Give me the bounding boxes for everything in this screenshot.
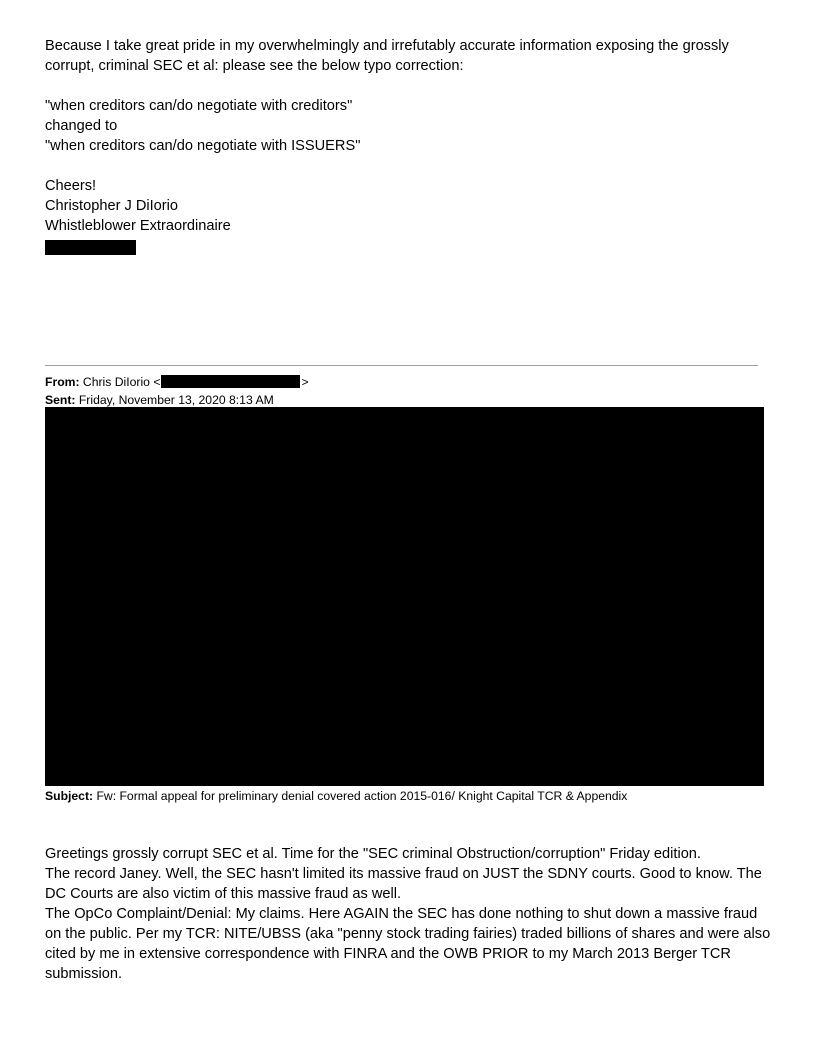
from-value: Chris DiIorio < bbox=[82, 375, 161, 389]
subject-line bbox=[45, 789, 627, 804]
intro-paragraph: Because I take great pride in my overwhelmingly and irrefutably accurate information exposing the grossly corrupt, criminal SEC et al: please see the below typo correction: bbox=[45, 38, 729, 74]
original-quote: "when creditors can/do negotiate with creditors" bbox=[45, 98, 353, 114]
subject-label: Subject: bbox=[45, 789, 94, 803]
email-redaction bbox=[161, 375, 300, 388]
corrected-quote: "when creditors can/do negotiate with ISSUERS" bbox=[45, 138, 361, 154]
changed-to-text: changed to bbox=[45, 118, 118, 134]
blank-line bbox=[45, 76, 775, 96]
email-body bbox=[45, 844, 775, 984]
body-paragraph: The record Janey. Well, the SEC hasn't limited its massive fraud on JUST the SDNY courts. Good to know. The DC Courts are also victim of this massive fraud as well. bbox=[45, 866, 762, 902]
signature-block bbox=[45, 176, 775, 236]
signature-greeting: Cheers! bbox=[45, 178, 97, 194]
from-close: > bbox=[301, 375, 309, 389]
signature-redaction bbox=[45, 240, 136, 255]
intro-text bbox=[45, 36, 775, 156]
email-separator bbox=[45, 365, 758, 366]
signature-name: Christopher J DiIorio bbox=[45, 198, 179, 214]
from-label: From: bbox=[45, 375, 80, 389]
signature-title: Whistleblower Extraordinaire bbox=[45, 218, 231, 234]
sent-line bbox=[45, 393, 274, 408]
header-redaction-block bbox=[45, 407, 764, 786]
from-line bbox=[45, 375, 309, 390]
sent-label: Sent: bbox=[45, 393, 76, 407]
subject-value: Fw: Formal appeal for preliminary denial covered action 2015-016/ Knight Capital TCR & Appendix bbox=[96, 789, 628, 803]
body-paragraph: Greetings grossly corrupt SEC et al. Time for the "SEC criminal Obstruction/corruption" Friday edition. bbox=[45, 846, 701, 862]
body-paragraph: The OpCo Complaint/Denial: My claims. Here AGAIN the SEC has done nothing to shut down a massive fraud on the public. Per my TCR: NITE/UBSS (aka "penny stock trading fairies) traded billions of shares and were also cited by me in extensive correspondence with FINRA and the OWB PRIOR to my March 2013 Berger TCR submission. bbox=[45, 906, 771, 982]
sent-value: Friday, November 13, 2020 8:13 AM bbox=[78, 393, 274, 407]
